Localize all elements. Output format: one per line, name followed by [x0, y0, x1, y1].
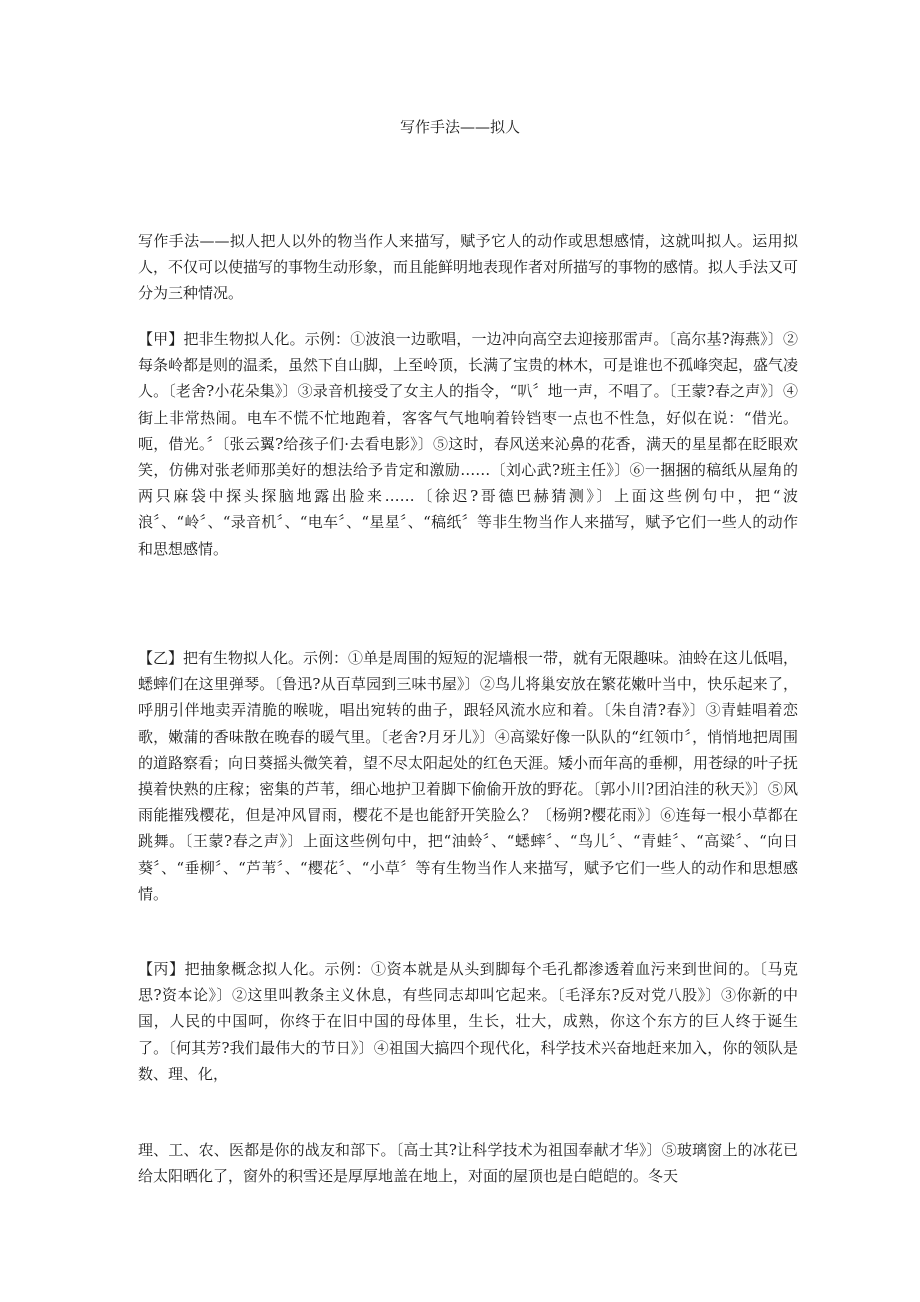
section-bing-paragraph: 【丙】把抽象概念拟人化。示例：①资本就是从头到脚每个毛孔都渗透着血污来到世间的。〔马克思?资本论》〕②这里叫教条主义休息，有些同志却叫它起来。〔毛泽东?反对党八股》〕③你新的中国，人民的中国呵，你终于在旧中国的母体里，生长，壮大，成熟，你这个东方的巨人终于诞生了。〔何其芳?我们最伟大的节日》〕④祖国大搞四个现代化，科学技术兴奋地赶来加入，你的领队是数、理、化，	[138, 960, 798, 1083]
intro-paragraph: 写作手法——拟人把人以外的物当作人来描写，赋予它人的动作或思想感情，这就叫拟人。运用拟人，不仅可以使描写的事物生动形象，而且能鲜明地表现作者对所描写的事物的感情。拟人手法又可分为三种情况。	[138, 232, 799, 303]
section-bing-continued-paragraph: 理、工、农、医都是你的战友和部下。〔高士其?让科学技术为祖国奉献才华》〕⑤玻璃窗上的冰花已给太阳晒化了，窗外的积雪还是厚厚地盖在地上，对面的屋顶也是白皑皑的。冬天	[138, 1141, 798, 1186]
section-jia-paragraph: 【甲】把非生物拟人化。示例：①波浪一边歌唱，一边冲向高空去迎接那雷声。〔高尔基?海燕》〕②每条岭都是则的温柔，虽然下自山脚，上至岭顶，长满了宝贵的林木，可是谁也不孤峰突起，盛气凌人。〔老舍?小花朵集》〕③录音机接受了女主人的指令，“叭〞地一声，不唱了。〔王蒙?春之声》〕④街上非常热闹。电车不慌不忙地跑着，客客气气地响着铃铛枣一点也不性急，好似在说：“借光。呃，借光。〞〔张云翼?给孩子们·去看电影》〕⑤这时，春风送来沁鼻的花香，满天的星星都在眨眼欢笑，仿佛对张老师那美好的想法给予肯定和激励……〔刘心武?班主任》〕⑥一捆捆的稿纸从屋角的两只麻袋中探头探脑地露出脸来……〔徐迟?哥德巴赫猜测》〕上面这些例句中，把“波浪〞、“岭〞、“录音机〞、“电车〞、“星星〞、“稿纸〞等非生物当作人来描写，赋予它们一些人的动作和思想感情。	[138, 330, 799, 558]
section-yi-paragraph: 【乙】把有生物拟人化。示例：①单是周围的短短的泥墙根一带，就有无限趣味。油蛉在这儿低唱，蟋蟀们在这里弹琴。〔鲁迅?从百草园到三味书屋》〕②鸟儿将巢安放在繁花嫩叶当中，快乐起来了，呼朋引伴地卖弄清脆的喉咙，唱出宛转的曲子，跟轻风流水应和着。〔朱自清?春》〕③青蛙唱着恋歌，嫩蒲的香味散在晚春的暖气里。〔老舍?月牙儿》〕④高粱好像一队队的“红领巾〞，悄悄地把周围的道路察看；向日葵摇头微笑着，望不尽太阳起处的红色天涯。矮小而年高的垂柳，用苍绿的叶子抚摸着快熟的庄稼；密集的芦苇，细心地护卫着脚下偷偷开放的野花。〔郭小川?团泊洼的秋天》〕⑤风雨能摧残樱花，但是冲风冒雨，樱花不是也能舒开笑脸么？〔杨朔?樱花雨》〕⑥连每一根小草都在跳舞。〔王蒙?春之声》〕上面这些例句中，把“油蛉〞、“蟋蟀〞、“鸟儿〞、“青蛙〞、“高粱〞、“向日葵〞、“垂柳〞、“芦苇〞、“樱花〞、“小草〞等有生物当作人来描写，赋予它们一些人的动作和思想感情。	[138, 649, 799, 903]
page-title: 写作手法——拟人	[399, 118, 520, 136]
